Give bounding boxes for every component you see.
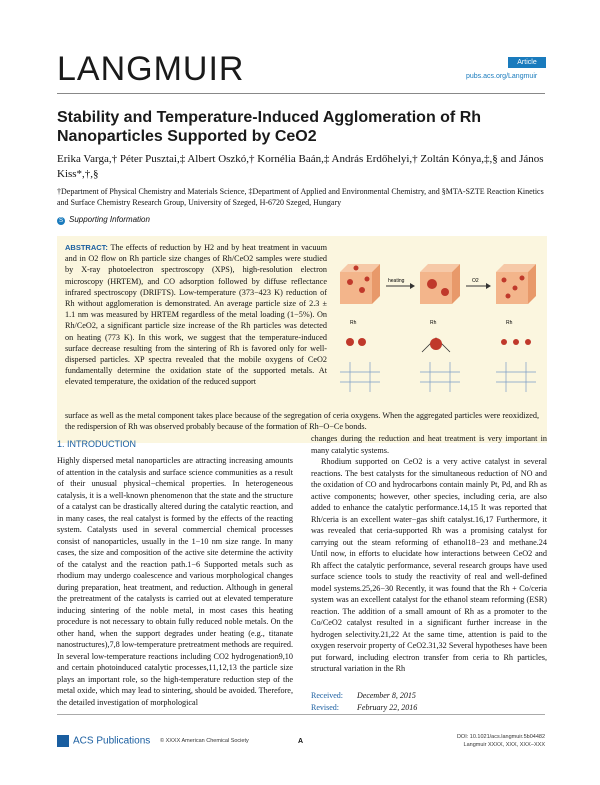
affiliations: †Department of Physical Chemistry and Materials Science, ‡Department of Applied and Environmental Chemistry, and §MTA-SZTE Reaction Kinetics and Surface Chemistry Research Group, University of Szeged, H-6720 Szeged, Hungary bbox=[57, 187, 544, 207]
header-rule bbox=[57, 93, 545, 94]
abstract-body-1: The effects of reduction by H2 and by heat treatment in vacuum and in O2 flow on Rh particle size changes of Rh/CeO2 samples were studied by X-ray photoelectron spectroscopy (XPS), high-resolution electron microscopy (HRTEM), and CO adsorption followed by diffuse reflectance infrared spectroscopy (DRIFTS). Low-temperature (373−423 K) reduction of Rh without agglomeration is demonstrated. An average particle size of 2.3 ± 1.1 nm was measured by HRTEM regardless of the metal loading (1−5%). On Rh/CeO2, a significant particle size increase of the Rh particles was detected on heating (773 K). In this work, we suggest that the temperature-induced surface decrease resulting from the sintering of Rh is favored only for well-dispersed particles. XP spectra revealed that the mobile oxygens of CeO2 fundamentally determine the oxidation state of the supported metals. At elevated temperature, the oxidation of the reduced support bbox=[65, 243, 327, 387]
journal-logo: LANGMUIR bbox=[57, 50, 245, 88]
supporting-info-label: Supporting Information bbox=[69, 215, 150, 224]
ceo2-cube-3 bbox=[496, 264, 536, 304]
column-left bbox=[57, 433, 293, 708]
section-heading-introduction: 1. INTRODUCTION bbox=[57, 439, 137, 449]
author-list: Erika Varga,† Péter Pusztai,‡ Albert Oszkó,† Kornélia Baán,‡ András Erdőhelyi,† Zoltán Kónya,‡,§ and János Kiss*,†,§ bbox=[57, 153, 544, 180]
abstract-text-top bbox=[65, 242, 327, 388]
journal-url[interactable]: pubs.acs.org/Langmuir bbox=[466, 73, 538, 80]
footer-rule bbox=[57, 714, 545, 715]
revised-date: February 22, 2016 bbox=[357, 703, 418, 712]
article-title: Stability and Temperature-Induced Agglomeration of Rh Nanoparticles Supported by CeO2 bbox=[57, 109, 482, 145]
copyright-notice: © XXXX American Chemical Society bbox=[160, 738, 249, 744]
ceo2-cube-2 bbox=[420, 264, 460, 304]
toc-graphic bbox=[332, 242, 540, 406]
supporting-info-icon: S bbox=[58, 218, 63, 224]
received-date: December 8, 2015 bbox=[357, 691, 416, 700]
acs-publications-logo bbox=[57, 735, 150, 747]
doi-block bbox=[435, 733, 545, 749]
revised-label: Revised: bbox=[311, 703, 339, 712]
abstract-text-bottom: surface as well as the metal component takes place because of the segregation of ceria oxygens. When the aggregated particles were reoxidized, the redispersion of Rh was observed probably because of the formation of Rh−O−Ce bonds. bbox=[65, 411, 539, 432]
intro-paragraph-2a: changes during the reduction and heat treatment is very important in many catalytic systems. bbox=[311, 434, 547, 455]
supporting-info-link[interactable] bbox=[57, 215, 150, 225]
article-history bbox=[311, 690, 417, 714]
abstract-label: ABSTRACT: bbox=[65, 243, 108, 252]
ceo2-cube-1 bbox=[340, 264, 380, 304]
acs-logo-icon bbox=[57, 735, 69, 747]
intro-paragraph-1: Highly dispersed metal nanoparticles are attracting increasing amounts of attention in the catalysis and surface science communities as a result of their unusual physical−chemical properties. In heterogeneous catalysis, it is a well-known phenomenon that the state and the structure of a catalyst can be drastically altered during the catalytic reaction, and in many cases, the real catalyst is formed by the effects of the reacting system. Catalysts used in several commercial chemical processes consist of nanoparticles, usually in the 1−10 nm size range. In many cases, the size and composition of the active site determine the activity of the catalyst and the reaction path.1−6 Supported metals such as rhodium may undergo coalescence and various morphological changes during preparation, heat treatment, and reduction. Although in general the pretreatment of the catalysts is carried out at elevated temperature inducing sintering of the noble metal, in most cases this heating procedure is not necessary to obtain fully reduced noble metals. On the other hand, when the support degrades under heating (e.g., titanate nanostructures),7,8 low-temperature pretreatment methods are required. In several low-temperature reactions including CO2 hydrogenation9,10 and certain photoinduced catalytic processes,11,12,13 the particle size plays an important role, so the high-temperature reduction step of the metal oxide, which may lead to sintering, should be avoided. Therefore, the detailed investigation of morphological bbox=[57, 456, 293, 707]
article-type-badge: Article bbox=[508, 57, 546, 68]
intro-paragraph-2b: Rhodium supported on CeO2 is a very active catalyst in several reactions. The best catalysts for the simultaneous reduction of NO and the oxidation of CO and hydrocarbons contain mainly Pt, Pd, and Rh as active components; however, other species, including ceria, are also added to enhance the catalytic performance.14,15 It was reported that Rh/ceria is an excellent water−gas shift catalyst.16,17 Furthermore, it was revealed that ceria-supported Rh was a promising catalyst for carrying out the steam reforming of ethanol18−23 and methane.24 Until now, in efforts to elucidate how interactions between CeO2 and Rh affect the catalytic performance, several research groups have used surface science tools to study the reactivity of real and well-defined model systems.25,26−30 Recently, it was found that the Rh + Co/ceria system was an excellent catalyst for the ethanol steam reforming (ESR) reaction. The addition of a small amount of Rh as a promoter to the Co/CeO2 catalyst resulted in a significant further increase in the hydrogen selectivity.21,22 At the same time, attention is paid to the oxygen reservoir property of CeO2.31,32 Several hypotheses have been put forward, including electron transfer from ceria to Rh particles, structural variation in the Rh bbox=[311, 457, 547, 673]
doi-link[interactable]: DOI: 10.1021/acs.langmuir.5b04482 bbox=[456, 734, 545, 740]
citation-line: Langmuir XXXX, XXX, XXX−XXX bbox=[463, 742, 545, 748]
rh-label-1: Rh bbox=[350, 320, 357, 326]
page-number: A bbox=[298, 738, 304, 745]
column-right bbox=[311, 433, 547, 675]
received-label: Received: bbox=[311, 691, 343, 700]
acs-logo-label: ACS Publications bbox=[73, 735, 151, 747]
heating-arrow-label: heating bbox=[388, 278, 405, 284]
o2-arrow-label: O2 bbox=[472, 278, 479, 284]
rh-label-3: Rh bbox=[506, 320, 513, 326]
rh-label-2: Rh bbox=[430, 320, 437, 326]
